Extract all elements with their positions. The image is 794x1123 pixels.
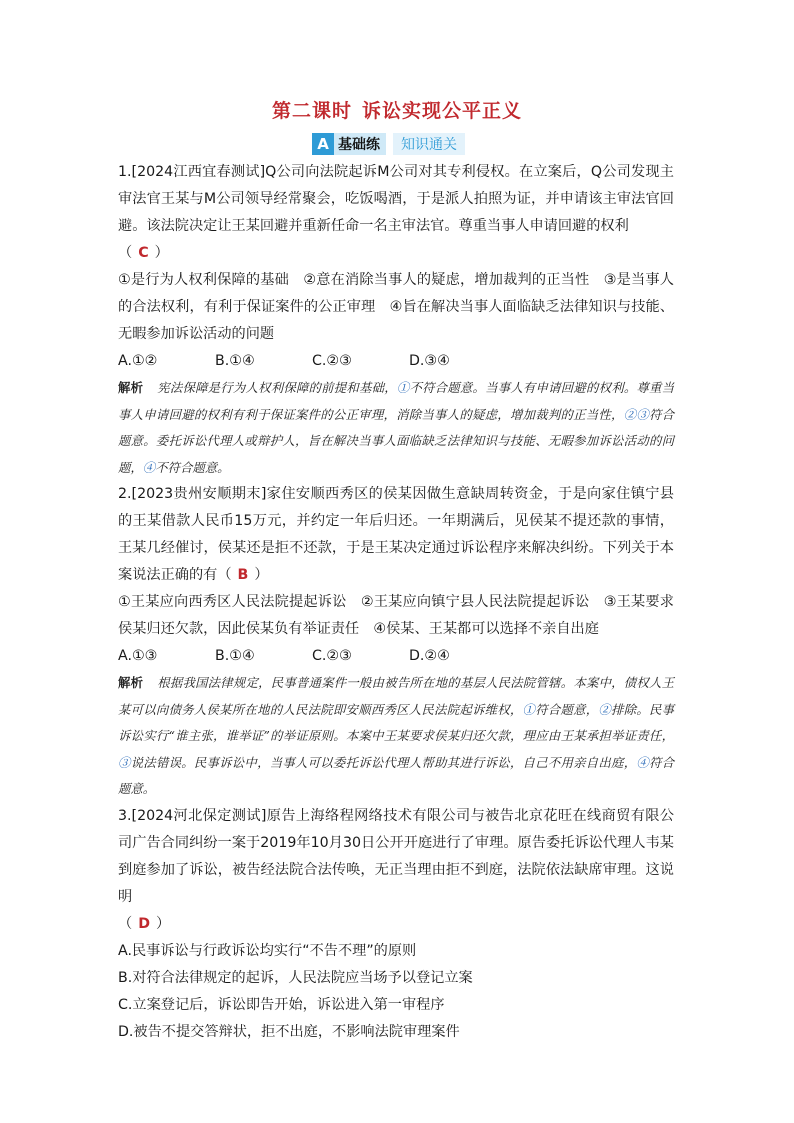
badge-letter-icon: A — [312, 133, 334, 155]
question-list — [118, 159, 674, 1046]
question-3-answer: D — [138, 915, 150, 932]
choice-c: C.立案登记后，诉讼即告开始，诉讼进入第一审程序 — [118, 996, 445, 1013]
question-1-options — [118, 348, 674, 375]
question-1-answer: C — [138, 245, 149, 261]
question-2-answer: B — [237, 567, 249, 583]
option-d: D.③④ — [409, 353, 450, 369]
option-b: B.①④ — [215, 648, 255, 664]
section-badge — [312, 133, 465, 155]
choice-a: A.民事诉讼与行政诉讼均实行“不告不理”的原则 — [118, 942, 417, 959]
question-1 — [118, 159, 674, 481]
question-1-stem: 1.[2024江西宜春测试]Q公司向法院起诉M公司对其专利侵权。在立案后，Q公司发现主审法官王某与M公司领导经常聚会，吃饭喝酒，于是派人拍照为证，并申请该主审法官回避。该法院决定让王某回避并重新任命一名主审法官。尊重当事人申请回避的权利 （ C ） — [118, 164, 674, 261]
question-3 — [118, 803, 674, 1046]
choice-b: B.对符合法律规定的起诉，人民法院应当场予以登记立案 — [118, 969, 473, 986]
title-part-2: 诉讼实现公平正义 — [362, 100, 523, 122]
question-2-statements: ①王某应向西秀区人民法院提起诉讼 ②王某应向镇宁县人民法院提起诉讼 ③王某要求侯某归还欠款，因此侯某负有举证责任 ④侯某、王某都可以选择不亲自出庭 — [118, 594, 674, 637]
option-a: A.①③ — [118, 648, 158, 664]
question-2-options — [118, 643, 674, 670]
option-c: C.②③ — [312, 353, 352, 369]
question-2 — [118, 481, 674, 803]
page-title — [0, 96, 794, 123]
question-2-stem: 2.[2023贵州安顺期末]家住安顺西秀区的侯某因做生意缺周转资金，于是向家住镇宁县的王某借款人民币15万元，并约定一年后归还。一年期满后，见侯某不提还款的事情，王某几经催讨，侯某还是拒不还款，于是王某决定通过诉讼程序来解决纠纷。下列关于本案说法正确的有（ B ） — [118, 486, 674, 583]
choice-d: D.被告不提交答辩状，拒不出庭，不影响法院审理案件 — [118, 1023, 460, 1040]
option-c: C.②③ — [312, 648, 352, 664]
badge-sub-label: 知识通关 — [390, 133, 465, 155]
option-d: D.②④ — [409, 648, 450, 664]
option-b: B.①④ — [215, 353, 255, 369]
question-1-statements: ①是行为人权利保障的基础 ②意在消除当事人的疑虑，增加裁判的正当性 ③是当事人的合法权利，有利于保证案件的公正审理 ④旨在解决当事人面临缺乏法律知识与技能、无暇参加诉讼活动的问题 — [118, 272, 674, 342]
title-part-1: 第二课时 — [271, 100, 352, 122]
question-3-stem: 3.[2024河北保定测试]原告上海络程网络技术有限公司与被告北京花旺在线商贸有限公司广告合同纠纷一案于2019年10月30日公开开庭进行了审理。原告委托诉讼代理人韦某到庭参加了诉讼，被告经法院合法传唤，无正当理由拒不到庭，法院依法缺席审理。这说明 （ D ） — [118, 807, 674, 932]
question-2-explanation: 解析 根据我国法律规定，民事普通案件一般由被告所在地的基层人民法院管辖。本案中，债权人王某可以向债务人侯某所在地的人民法院即安顺西秀区人民法院起诉维权，①符合题意，②排除。民事诉讼实行“谁主张，谁举证”的举证原则。本案中王某要求侯某归还欠款，理应由王某承担举证责任，③说法错误。民事诉讼中，当事人可以委托诉讼代理人帮助其进行诉讼，自己不用亲自出庭，④符合题意。 — [118, 675, 675, 796]
badge-main-label: 基础练 — [334, 133, 386, 155]
option-a: A.①② — [118, 353, 158, 369]
question-1-explanation: 解析 宪法保障是行为人权利保障的前提和基础，①不符合题意。当事人有申请回避的权利。尊重当事人申请回避的权利有利于保证案件的公正审理，消除当事人的疑虑，增加裁判的正当性，②③符合题意。委托诉讼代理人或辩护人，旨在解决当事人面临缺乏法律知识与技能、无暇参加诉讼活动的问题，④不符合题意。 — [118, 380, 675, 475]
